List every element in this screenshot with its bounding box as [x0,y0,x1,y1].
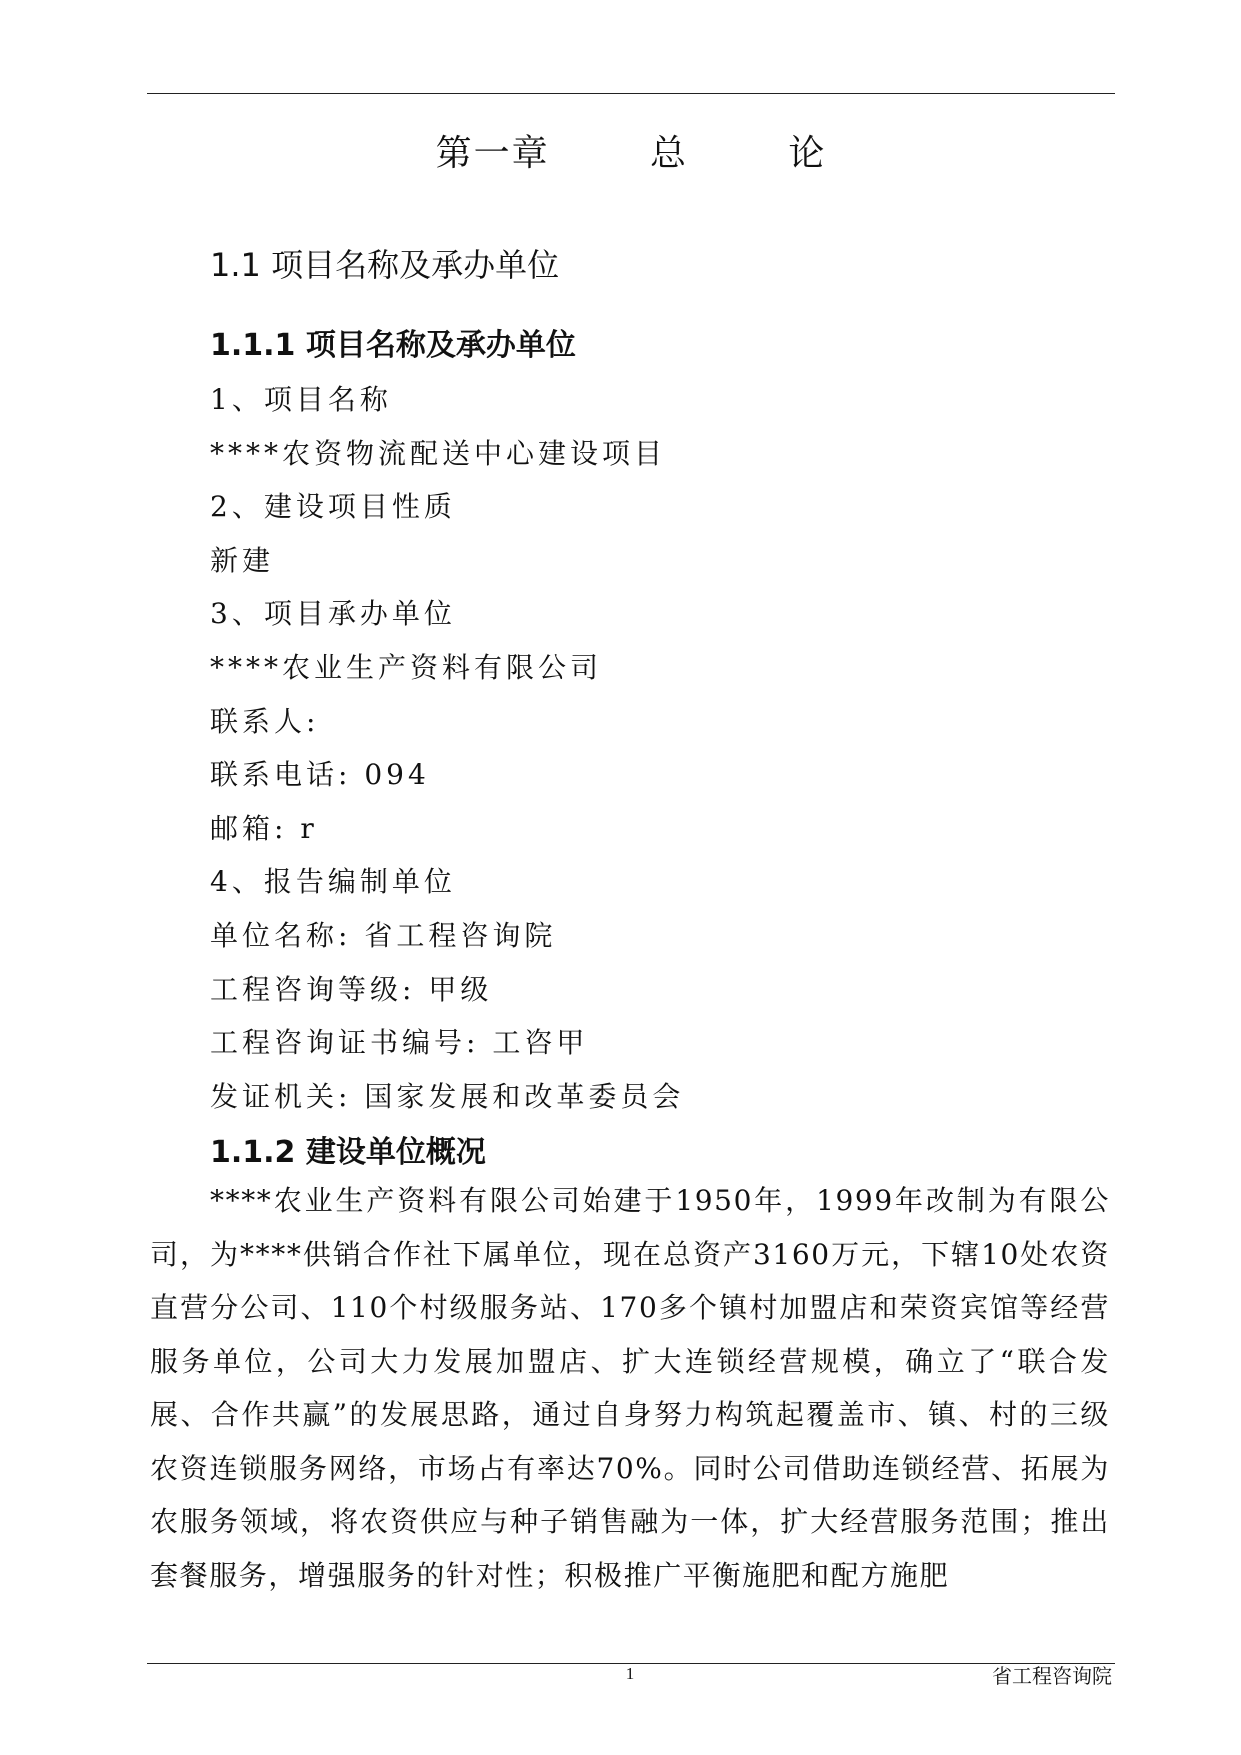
header-rule [147,93,1115,94]
list-item: 邮箱: r [210,811,318,845]
project-info-list [210,373,684,1123]
list-item: 2、建设项目性质 [210,490,456,524]
list-item: 工程咨询等级: 甲级 [210,972,493,1006]
list-item: 单位名称: 省工程咨询院 [210,918,557,952]
list-item: 新建 [210,543,275,577]
section-title: 1.1 项目名称及承办单位 [210,246,560,284]
list-item: 工程咨询证书编号: 工咨甲 [210,1026,589,1060]
list-item: 1、项目名称 [210,383,392,416]
list-item: 联系电话: 094 [210,758,430,792]
list-item: ****农业生产资料有限公司 [210,650,603,684]
subsection-title-1-1-2: 1.1.2 建设单位概况 [210,1135,486,1170]
company-overview-paragraph: ****农业生产资料有限公司始建于1950年，1999年改制为有限公司，为****供销合作社下属单位，现在总资产3160万元，下辖10处农资直营分公司、110个村级服务站、170多个镇村加盟店和荣资宾馆等经营服务单位，公司大力发展加盟店、扩大连锁经营规模，确立了“联合发展、合作共赢”的发展思路，通过自身努力构筑起覆盖市、镇、村的三级农资连锁服务网络，市场占有率达70%。同时公司借助连锁经营、拓展为农服务领域，将农资供应与种子销售融为一体，扩大经营服务范围；推出套餐服务，增强服务的针对性；积极推广平衡施肥和配方施肥 [150,1184,1110,1592]
page-number: 1 [625,1664,635,1683]
chapter-title: 第一章 总 论 [435,133,827,174]
list-item: 联系人: [210,704,320,738]
list-item: ****农资物流配送中心建设项目 [210,436,667,470]
subsection-title-1-1-1: 1.1.1 项目名称及承办单位 [210,328,576,363]
list-item: 发证机关: 国家发展和改革委员会 [210,1079,685,1113]
list-item: 4、报告编制单位 [210,865,456,899]
list-item: 3、项目承办单位 [210,597,456,631]
footer-organization: 省工程咨询院 [992,1664,1112,1688]
